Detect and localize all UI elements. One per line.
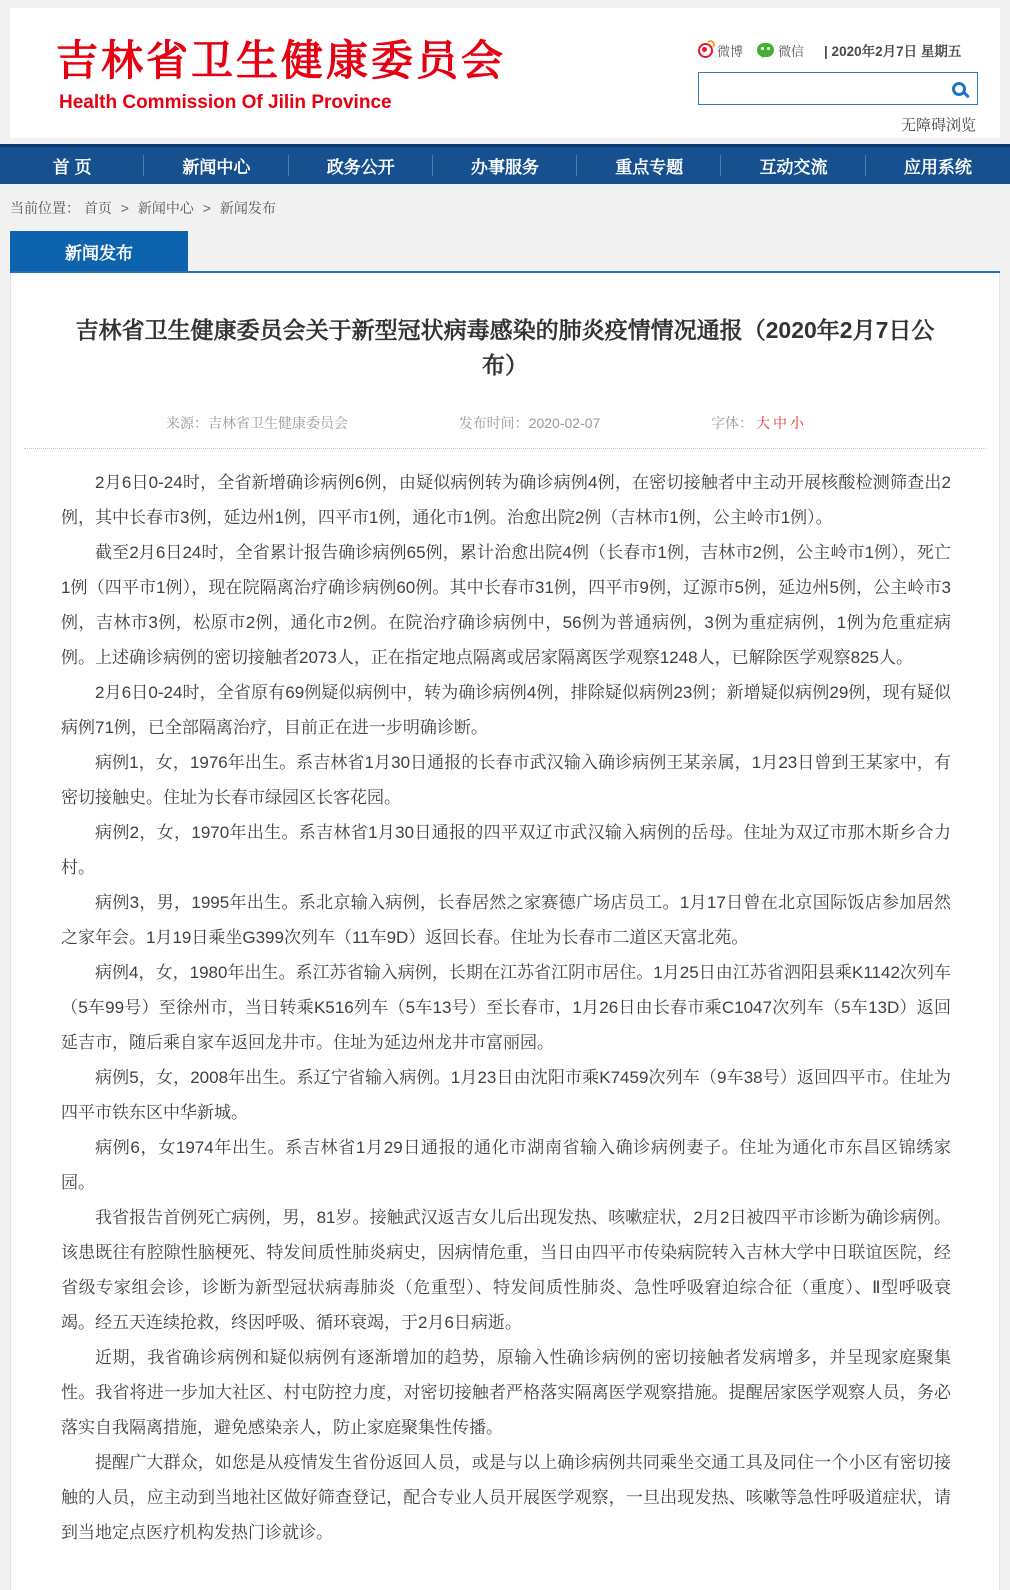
article-paragraph: 2月6日0-24时，全省新增确诊病例6例，由疑似病例转为确诊病例4例，在密切接触者中主动开展核酸检测筛查出2例，其中长春市3例，延边州1例，四平市1例，通化市1例。治愈出院2例（吉林市1例，公主岭市1例）。	[61, 473, 951, 527]
weibo-icon	[698, 43, 713, 58]
article-paragraph: 2月6日0-24时，全省原有69例疑似病例中，转为确诊病例4例，排除疑似病例23例；新增疑似病例29例，现有疑似病例71例，已全部隔离治疗，目前正在进一步明确诊断。	[61, 683, 951, 737]
article-paragraph: 病例3，男，1995年出生。系北京输入病例，长春居然之家赛德广场店员工。1月17日曾在北京国际饭店参加居然之家年会。1月19日乘坐G399次列车（11车9D）返回长春。住址为长春市二道区天富北苑。	[61, 893, 951, 947]
wechat-icon	[757, 43, 774, 57]
source-label: 来源：	[166, 415, 208, 431]
article-paragraph: 提醒广大群众，如您是从疫情发生省份返回人员，或是与以上确诊病例共同乘坐交通工具及同住一个小区有密切接触的人员，应主动到当地社区做好筛查登记，配合专业人员开展医学观察，一旦出现发热、咳嗽等急性呼吸道症状，请到当地定点医疗机构发热门诊就诊。	[61, 1453, 951, 1542]
page	[0, 8, 1010, 1590]
article-meta	[11, 413, 999, 433]
article-publish-time	[459, 413, 601, 433]
article-title: 吉林省卫生健康委员会关于新型冠状病毒感染的肺炎疫情情况通报（2020年2月7日公布）	[75, 317, 935, 378]
breadcrumb-item-news-release[interactable]: 新闻发布	[219, 200, 276, 216]
nav-item-news-center[interactable]: 新闻中心	[144, 147, 288, 184]
breadcrumb-item-news-center[interactable]: 新闻中心	[137, 200, 194, 216]
article-paragraph: 我省报告首例死亡病例，男，81岁。接触武汉返吉女儿后出现发热、咳嗽症状，2月2日被四平市诊断为确诊病例。该患既往有腔隙性脑梗死、特发间质性肺炎病史，因病情危重，当日由四平市传染病院转入吉林大学中日联谊医院，经省级专家组会诊，诊断为新型冠状病毒肺炎（危重型）、特发间质性肺炎、急性呼吸窘迫综合征（重度）、Ⅱ型呼吸衰竭。经五天连续抢救，终因呼吸、循环衰竭，于2月6日病逝。	[61, 1208, 951, 1332]
site-title: 吉林省卫生健康委员会	[56, 37, 507, 84]
tab-row	[10, 231, 1000, 273]
nav-item-app-systems[interactable]: 应用系统	[903, 158, 972, 177]
breadcrumb	[10, 198, 1000, 218]
tab-news-release[interactable]: 新闻发布	[10, 231, 188, 271]
article-body	[11, 449, 999, 1550]
font-size-medium-button[interactable]: 中	[773, 415, 787, 431]
search-box	[698, 72, 978, 105]
article-paragraph: 近期，我省确诊病例和疑似病例有逐渐增加的趋势，原输入性确诊病例的密切接触者发病增多，并呈现家庭聚集性。我省将进一步加大社区、村屯防控力度，对密切接触者严格落实隔离医学观察措施。提醒居家医学观察人员，务必落实自我隔离措施，避免感染亲人，防止家庭聚集性传播。	[61, 1348, 951, 1437]
publish-value: 2020-02-07	[528, 415, 601, 431]
social-row	[698, 40, 978, 60]
article-source	[166, 413, 348, 433]
source-value: 吉林省卫生健康委员会	[208, 415, 348, 431]
nav-item-interaction[interactable]: 互动交流	[721, 147, 865, 184]
font-size-large-button[interactable]: 大	[756, 415, 770, 431]
font-size-control	[711, 413, 804, 433]
nav-item-home[interactable]: 首 页	[0, 147, 144, 184]
site-subtitle: Health Commission Of Jilin Province	[59, 92, 392, 113]
content-box	[10, 273, 1000, 1590]
publish-label: 发布时间：	[458, 415, 529, 431]
article-paragraph: 病例1，女，1976年出生。系吉林省1月30日通报的长春市武汉输入确诊病例王某亲属，1月23日曾到王某家中，有密切接触史。住址为长春市绿园区长客花园。	[61, 753, 951, 807]
breadcrumb-separator: >	[120, 200, 129, 216]
search-button[interactable]	[941, 73, 977, 104]
breadcrumb-label: 当前位置：	[10, 200, 80, 216]
nav-item-key-topics[interactable]: 重点专题	[577, 147, 721, 184]
font-size-small-button[interactable]: 小	[790, 415, 804, 431]
breadcrumb-separator: >	[202, 200, 211, 216]
main-nav	[0, 144, 1010, 184]
weibo-label: 微博	[717, 43, 744, 59]
article-paragraph: 病例4，女，1980年出生。系江苏省输入病例，长期在江苏省江阴市居住。1月25日由江苏省泗阳县乘K1142次列车（5车99号）至徐州市，当日转乘K516列车（5车13号）至长春市，1月26日由长春市乘C1047次列车（5车13D）返回延吉市，随后乘自家车返回龙井市。住址为延边州龙井市富丽园。	[61, 963, 951, 1052]
header-date: | 2020年2月7日 星期五	[824, 44, 962, 59]
search-icon	[952, 82, 966, 96]
site-header	[10, 8, 1000, 138]
article-paragraph: 病例6，女1974年出生。系吉林省1月29日通报的通化市湖南省输入确诊病例妻子。住址为通化市东昌区锦绣家园。	[61, 1138, 951, 1192]
nav-item-services[interactable]: 办事服务	[433, 147, 577, 184]
search-input[interactable]	[699, 73, 941, 104]
accessibility-link[interactable]: 无障碍浏览	[900, 117, 976, 134]
article-paragraph: 截至2月6日24时，全省累计报告确诊病例65例，累计治愈出院4例（长春市1例，吉林市2例，公主岭市1例），死亡1例（四平市1例），现在院隔离治疗确诊病例60例。其中长春市31例，四平市9例，辽源市5例，延边州5例，公主岭市3例，吉林市3例，松原市2例，通化市2例。在院治疗确诊病例中，56例为普通病例，3例为重症病例，1例为危重症病例。上述确诊病例的密切接触者2073人，正在指定地点隔离或居家隔离医学观察1248人，已解除医学观察825人。	[61, 543, 951, 667]
article-paragraph: 病例2，女，1970年出生。系吉林省1月30日通报的四平双辽市武汉输入病例的岳母。住址为双辽市那木斯乡合力村。	[61, 823, 951, 877]
wechat-link[interactable]	[757, 41, 804, 60]
breadcrumb-item-home[interactable]: 首页	[83, 200, 112, 216]
wechat-label: 微信	[778, 43, 805, 59]
nav-item-gov-affairs[interactable]: 政务公开	[289, 147, 433, 184]
weibo-link[interactable]	[698, 41, 743, 60]
font-size-label: 字体：	[711, 415, 753, 431]
article-paragraph: 病例5，女，2008年出生。系辽宁省输入病例。1月23日由沈阳市乘K7459次列车（9车38号）返回四平市。住址为四平市铁东区中华新城。	[61, 1068, 951, 1122]
header-right	[698, 40, 978, 135]
